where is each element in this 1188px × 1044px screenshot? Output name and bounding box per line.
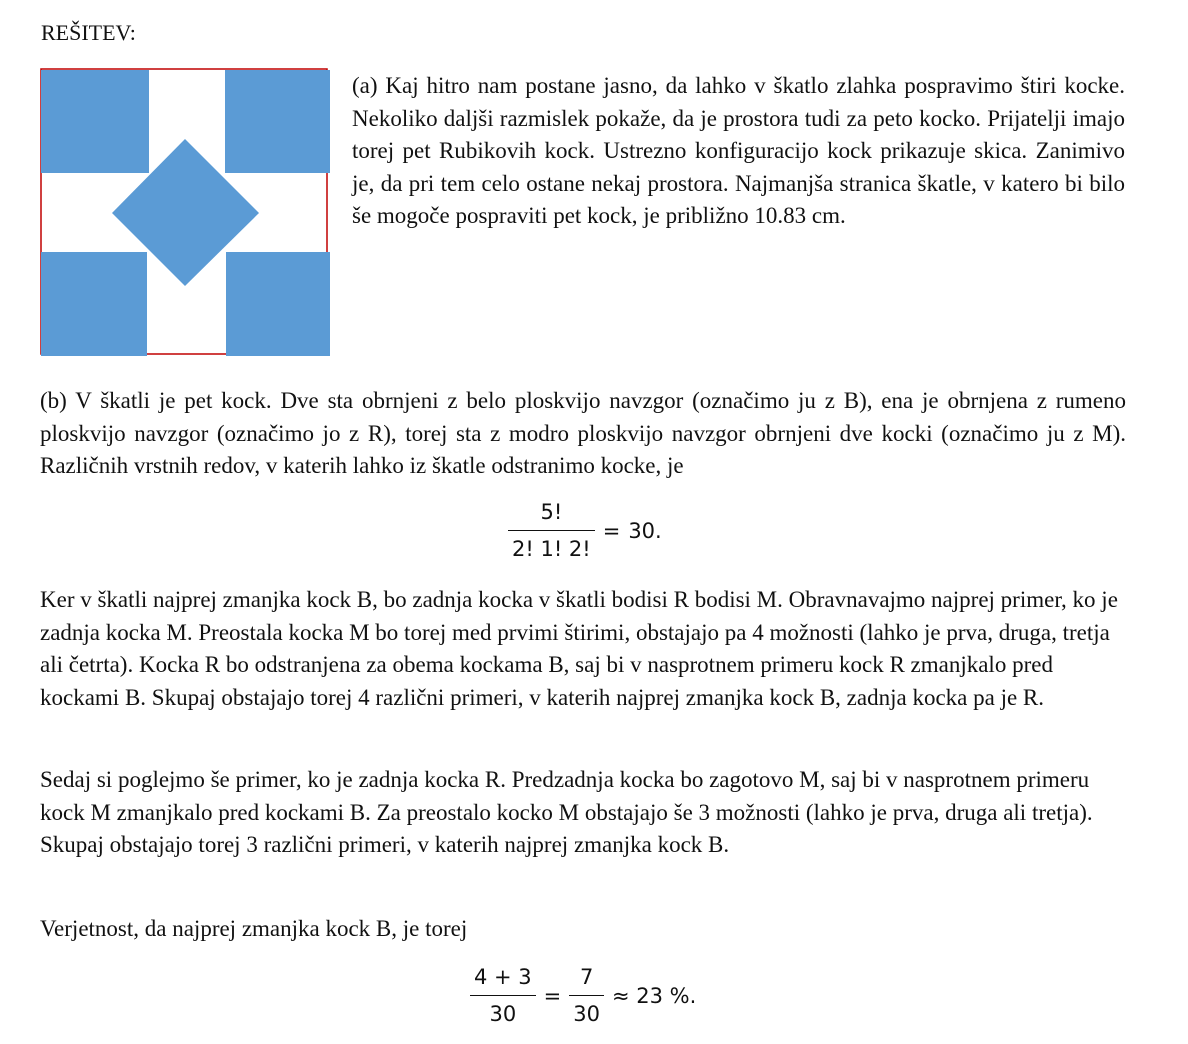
solution-heading: REŠITEV: bbox=[41, 20, 136, 45]
fraction-numerator: 7 bbox=[579, 965, 594, 989]
fraction-orderings bbox=[508, 500, 595, 561]
fraction-denominator: 2! 1! 2! bbox=[512, 537, 591, 561]
fraction-sum bbox=[470, 965, 536, 1026]
cube-bottom-left bbox=[41, 252, 147, 356]
equals-sign: = bbox=[543, 983, 562, 1008]
probability-intro: Verjetnost, da najprej zmanjka kock B, je torej bbox=[40, 916, 468, 941]
formula-orderings bbox=[508, 500, 662, 561]
approx-result: ≈ 23 %. bbox=[612, 983, 697, 1008]
cube-bottom-right bbox=[226, 252, 330, 356]
fraction-numerator: 5! bbox=[540, 500, 563, 524]
fraction-numerator: 4 + 3 bbox=[474, 965, 532, 989]
fraction-denominator: 30 bbox=[573, 1002, 601, 1026]
equals-sign: = bbox=[602, 518, 621, 543]
cube-top-left bbox=[41, 70, 149, 173]
part-a-text: (a) Kaj hitro nam postane jasno, da lahko v škatlo zlahka pospravimo štiri kocke. Nekoliko daljši razmislek pokaže, da je prostora tudi za peto kocko. Prijatelji imajo torej pet Rubikovih kock. Ustrezno konfiguracijo kock prikazuje skica. Zanimivo je, da pri tem celo ostane nekaj prostora. Najmanjša stranica škatle, v katero bi bilo še mogoče pospraviti pet kock, je približno 10.83 cm. bbox=[352, 73, 1125, 229]
case-analysis-paragraph-1: Ker v škatli najprej zmanjka kock B, bo zadnja kocka v škatli bodisi R bodisi M. Obravnavajmo najprej primer, ko je zadnja kocka M. Preostala kocka M bo torej med prvimi štirimi, obstajajo pa 4 možnosti (lahko je prva, druga, tretja ali četrta). Kocka R bo odstranjena za obema kockama B, saj bi v nasprotnem primeru kock R zmanjkalo pred kockami B. Skupaj obstajajo torej 4 različni primeri, v katerih najprej zmanjka kock B, zadnja kocka pa je R. bbox=[40, 587, 1118, 710]
formula-result: 30. bbox=[628, 518, 662, 543]
case-analysis-paragraph-2: Sedaj si poglejmo še primer, ko je zadnja kocka R. Predzadnja kocka bo zagotovo M, saj bi v nasprotnem primeru kock M zmanjkalo pred kockami B. Za preostalo kocko M obstajajo še 3 možnosti (lahko je prva, druga ali tretja). Skupaj obstajajo torej 3 različni primeri, v katerih najprej zmanjka kock B. bbox=[40, 767, 1093, 858]
formula-probability bbox=[470, 965, 704, 1026]
part-b-text: (b) V škatli je pet kock. Dve sta obrnjeni z belo ploskvijo navzgor (označimo ju z B), ena je obrnjena z rumeno ploskvijo navzgor (označimo jo z R), torej sta z modro ploskvijo navzgor obrnjeni dve kocki (označimo ju z M). Različnih vrstnih redov, v katerih lahko iz škatle odstranimo kocke, je bbox=[40, 388, 1126, 479]
box-configuration-sketch bbox=[40, 68, 330, 356]
fraction-denominator: 30 bbox=[489, 1002, 517, 1026]
cube-top-right bbox=[225, 70, 330, 173]
fraction-simplified bbox=[569, 965, 604, 1026]
